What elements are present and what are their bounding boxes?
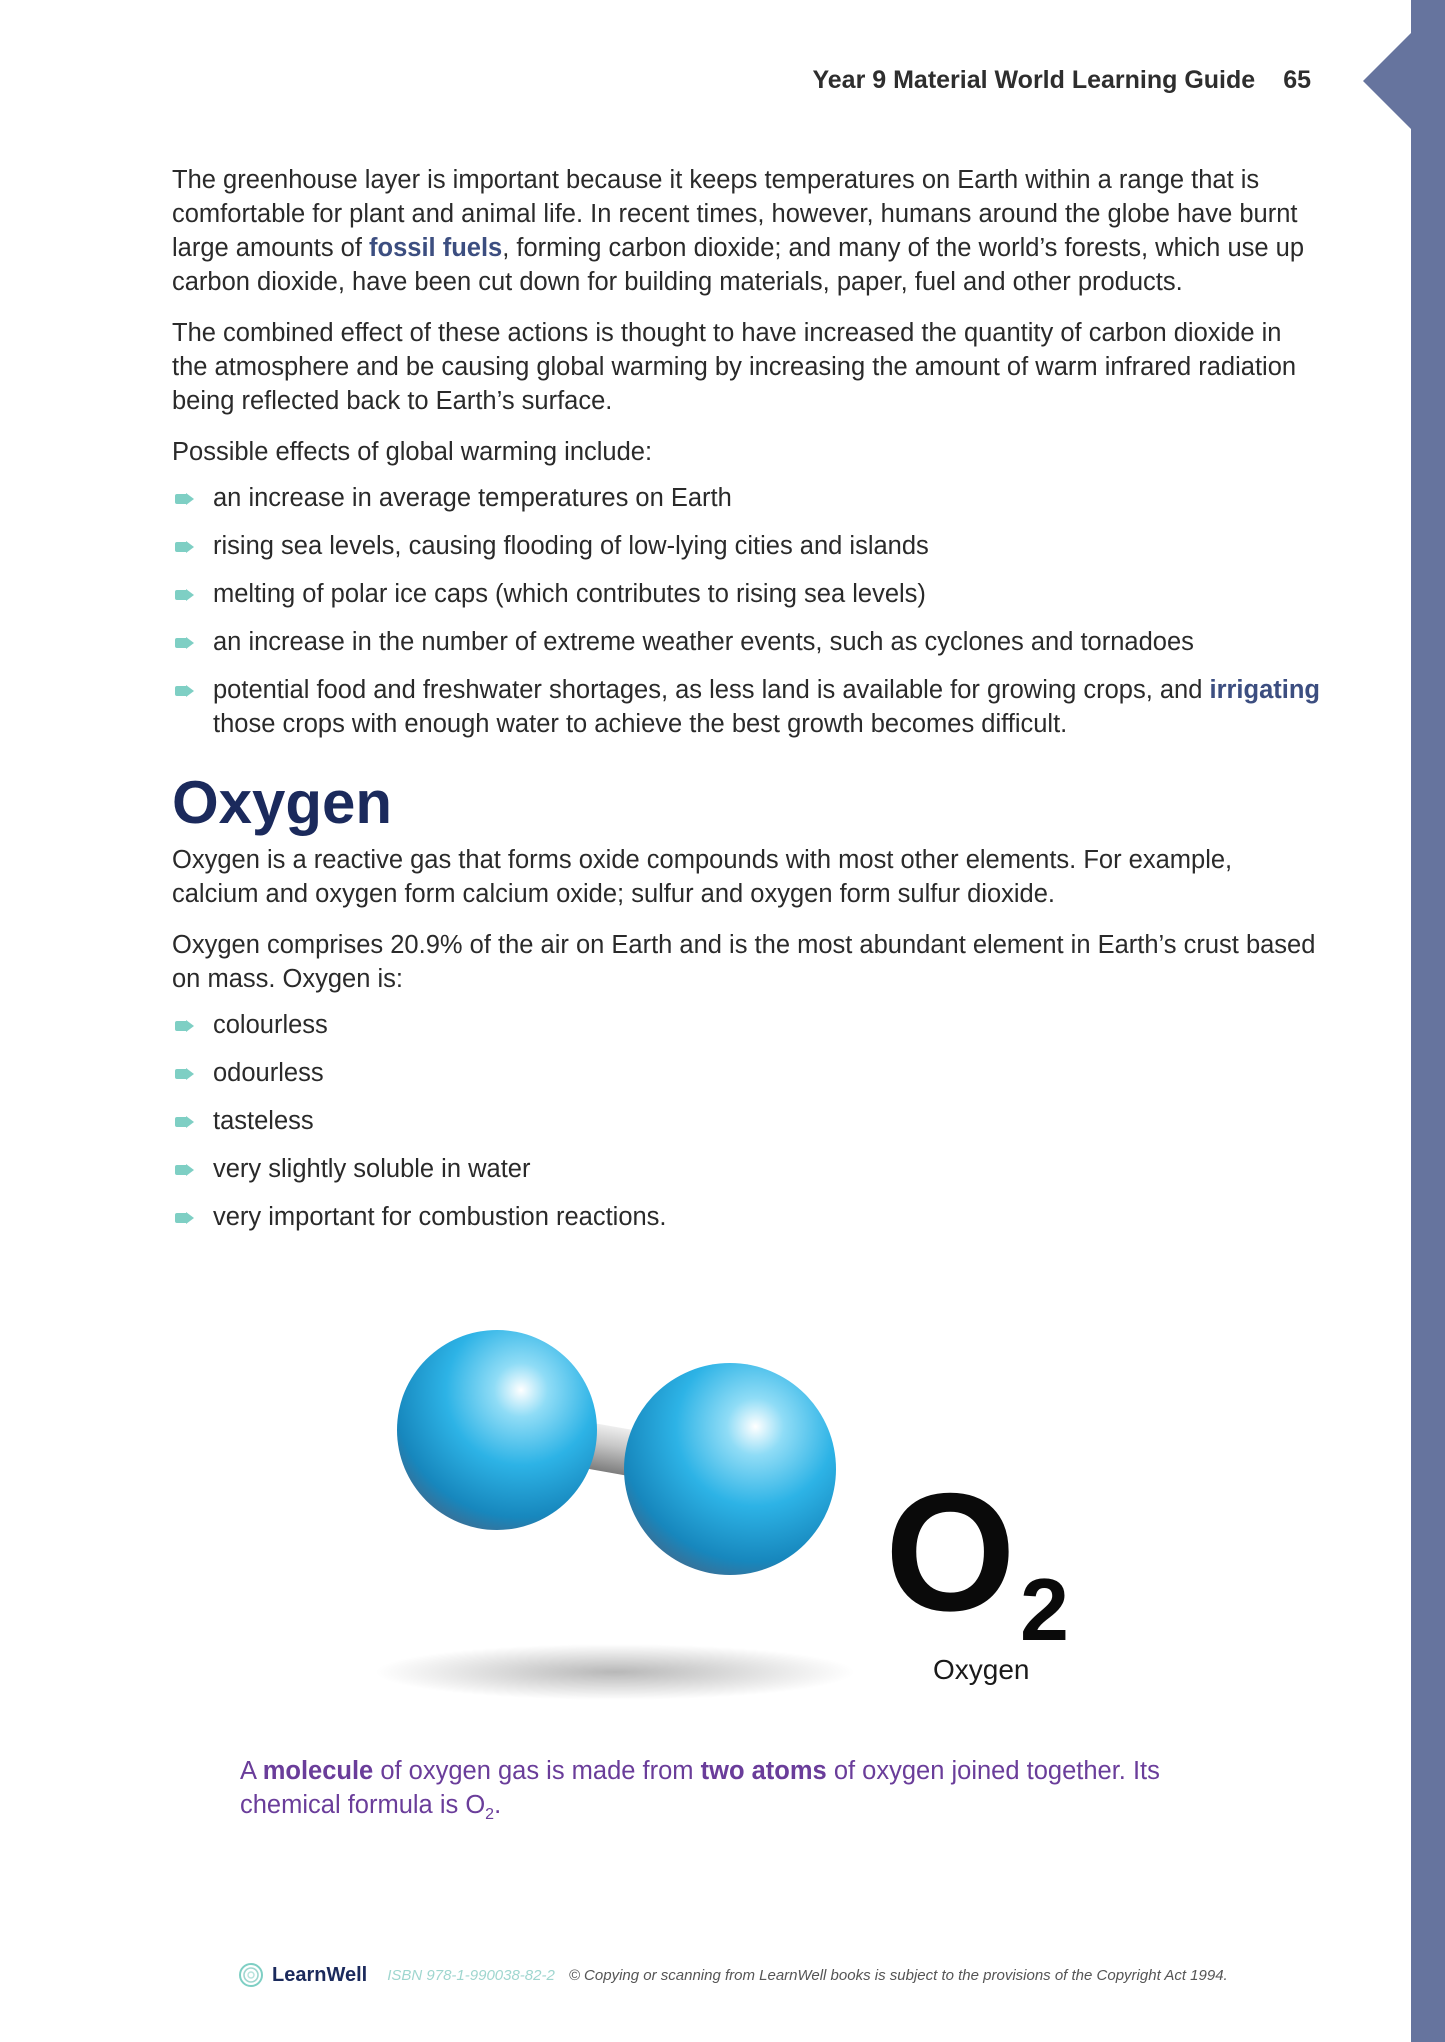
running-header: [812, 66, 1311, 95]
formula-symbol: O: [885, 1458, 1016, 1646]
list-item: [172, 1056, 1322, 1090]
list-item: [172, 577, 1322, 611]
list-item: [172, 1008, 1322, 1042]
keyword-molecule: molecule: [262, 1757, 374, 1785]
learnwell-logo: [238, 1962, 367, 1988]
greenhouse-paragraph-3: Possible effects of global warming include:: [172, 438, 653, 466]
molecule-shadow: [375, 1644, 855, 1700]
list-item-text: tasteless: [213, 1107, 314, 1135]
isbn: ISBN 978-1-990038-82-2: [387, 1966, 555, 1984]
page-footer: [238, 1962, 1228, 1988]
caption-text: of oxygen joined together. Its chemical formula is O: [240, 1757, 1160, 1819]
chemical-formula: [885, 1458, 1115, 1688]
page-number: 65: [1283, 66, 1311, 94]
caption-text: of oxygen gas is made from: [373, 1757, 701, 1785]
formula-subscript: 2: [1020, 1560, 1069, 1659]
oxygen-atom-left: [397, 1330, 597, 1530]
figure-caption: [240, 1754, 1240, 1832]
keyword-fossil-fuels: fossil fuels: [369, 234, 503, 262]
logo-text: LearnWell: [272, 1963, 368, 1986]
list-item-text: very slightly soluble in water: [213, 1155, 531, 1183]
oxygen-paragraph-2: Oxygen comprises 20.9% of the air on Earth and is the most abundant element in Earth’s crust based on mass. Oxygen is:: [172, 931, 1316, 993]
caption-text: A: [240, 1757, 263, 1785]
list-item: [172, 625, 1322, 659]
list-item: [172, 529, 1322, 563]
text-run: , forming carbon dioxide; and many of the world’s forests, which use up carbon dioxide, have been cut down for building materials, paper, fuel and other products.: [172, 234, 1305, 296]
list-item-text: those crops with enough water to achieve the best growth becomes difficult.: [213, 710, 1068, 738]
caption-text: .: [494, 1791, 502, 1819]
list-item-text: an increase in the number of extreme weather events, such as cyclones and tornadoes: [213, 628, 1194, 656]
oxygen-properties-list: [172, 1008, 1322, 1234]
list-item: [172, 1152, 1322, 1186]
book-title: Year 9 Material World Learning Guide: [812, 66, 1256, 94]
oxygen-paragraph-1: Oxygen is a reactive gas that forms oxide compounds with most other elements. For example, calcium and oxygen form calcium oxide; sulfur and oxygen form sulfur dioxide.: [172, 846, 1233, 908]
list-item-text: very important for combustion reactions.: [213, 1203, 667, 1231]
list-item-text: odourless: [213, 1059, 324, 1087]
global-warming-effects-list: [172, 481, 1322, 741]
list-item-text: potential food and freshwater shortages, as less land is available for growing crops, and: [213, 676, 1210, 704]
keyword-irrigating: irrigating: [1209, 676, 1321, 704]
oxygen-atom-right: [624, 1363, 836, 1575]
caption-subscript: 2: [485, 1806, 495, 1823]
list-item-text: melting of polar ice caps (which contributes to rising sea levels): [213, 580, 926, 608]
spiral-logo-icon: [238, 1962, 264, 1988]
main-content: [172, 163, 1322, 1248]
text-run: The greenhouse layer is important because it keeps temperatures on Earth within a range that is comfortable for plant and animal life. In recent times, however, humans around the globe have burnt large amounts of: [172, 166, 1298, 262]
page-edge-tab: [1363, 33, 1411, 129]
keyword-two-atoms: two atoms: [700, 1757, 827, 1785]
list-item: [172, 481, 1322, 515]
greenhouse-paragraph-1: [172, 163, 1322, 299]
page-edge-bar: [1411, 0, 1445, 2042]
list-item-text: rising sea levels, causing flooding of low-lying cities and islands: [213, 532, 929, 560]
greenhouse-paragraph-2: The combined effect of these actions is thought to have increased the quantity of carbon dioxide in the atmosphere and be causing global warming by increasing the amount of warm infrared radiation being reflected back to Earth’s surface.: [172, 319, 1297, 415]
list-item: [172, 1200, 1322, 1234]
copyright-notice: © Copying or scanning from LearnWell books is subject to the provisions of the Copyright Act 1994.: [568, 1966, 1228, 1984]
list-item: [172, 1104, 1322, 1138]
formula-name: Oxygen: [933, 1654, 1030, 1685]
list-item: [172, 673, 1322, 741]
list-item-text: an increase in average temperatures on Earth: [213, 484, 732, 512]
section-heading-oxygen: Oxygen: [172, 769, 393, 836]
list-item-text: colourless: [213, 1011, 328, 1039]
